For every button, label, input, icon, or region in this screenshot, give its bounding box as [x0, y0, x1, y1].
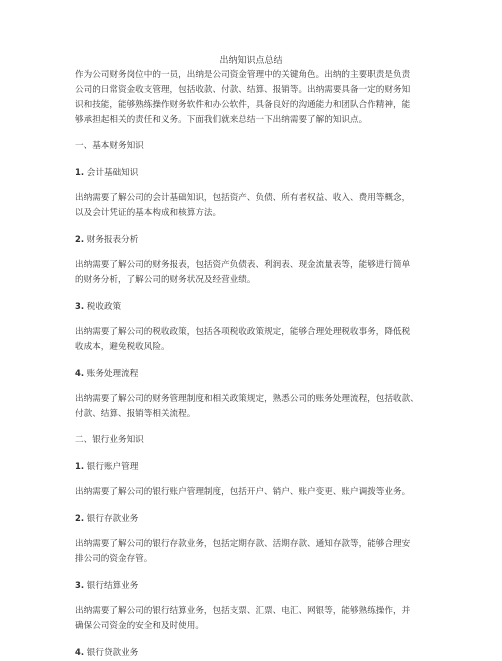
paragraph-line: 的财务分析，了解公司的财务状况及经营业绩。 — [75, 275, 256, 285]
subsection-paragraph — [75, 258, 435, 288]
intro-paragraph — [75, 68, 435, 128]
subsection-paragraph — [75, 485, 435, 500]
intro-line: 够承担起相关的责任和义务。下面我们就来总结一下出纳需要了解的知识点。 — [75, 115, 368, 125]
subsection-heading — [75, 366, 435, 382]
subsection-paragraph — [75, 537, 435, 567]
paragraph-line: 出纳需要了解公司的会计基础知识，包括资产、负债、所有者权益、收入、费用等概念， — [75, 193, 411, 203]
paragraph-line: 出纳需要了解公司的银行账户管理制度，包括开户、销户、账户变更、账户调拨等业务。 — [75, 487, 411, 497]
subsection-number: 3. — [75, 580, 85, 590]
paragraph-line: 出纳需要了解公司的银行结算业务，包括支票、汇票、电汇、网银等，能够熟练操作，并 — [75, 606, 411, 616]
subsection-title: 银行账户管理 — [86, 462, 139, 472]
subsection-heading — [75, 299, 435, 315]
paragraph-line: 出纳需要了解公司的财务管理制度和相关政策规定，熟悉公司的账务处理流程，包括收款、 — [75, 394, 419, 404]
subsection-paragraph — [75, 604, 435, 634]
subsection-title: 账务处理流程 — [86, 369, 139, 379]
subsection-heading — [75, 232, 435, 248]
intro-line: 识和技能，能够熟练操作财务软件和办公软件，具备良好的沟通能力和团队合作精神，能 — [75, 100, 411, 110]
section-heading: 一、基本财务知识 — [75, 141, 144, 151]
subsection-number: 2. — [75, 513, 85, 523]
subsection-heading — [75, 165, 435, 181]
subsection-title: 银行贷款业务 — [86, 648, 139, 658]
document-title: 出纳知识点总结 — [219, 56, 283, 66]
subsection-heading — [75, 578, 435, 594]
subsection-number: 4. — [75, 647, 85, 657]
subsection-title: 银行结算业务 — [86, 581, 139, 591]
paragraph-line: 付款、结算、报销等相关流程。 — [75, 409, 196, 419]
subsection-number: 2. — [75, 234, 85, 244]
paragraph-line: 出纳需要了解公司的银行存款业务，包括定期存款、活期存款、通知存款等，能够合理安 — [75, 539, 411, 549]
subsection-title: 会计基础知识 — [86, 168, 139, 178]
subsection-number: 1. — [75, 461, 85, 471]
paragraph-line: 确保公司资金的安全和及时使用。 — [75, 621, 204, 631]
subsection-number: 3. — [75, 301, 85, 311]
paragraph-line: 出纳需要了解公司的财务报表，包括资产负债表、利润表、现金流量表等，能够进行简单 — [75, 260, 411, 270]
intro-line: 作为公司财务岗位中的一员，出纳是公司资金管理中的关键角色。出纳的主要职责是负责 — [75, 70, 411, 80]
subsection-paragraph — [75, 191, 435, 221]
paragraph-line: 出纳需要了解公司的税收政策，包括各项税收政策规定，能够合理处理税收事务，降低税 — [75, 327, 411, 337]
paragraph-line: 排公司的资金存管。 — [75, 554, 153, 564]
subsection-paragraph — [75, 392, 435, 422]
subsection-number: 4. — [75, 368, 85, 378]
subsection-number: 1. — [75, 167, 85, 177]
paragraph-line: 以及会计凭证的基本构成和核算方法。 — [75, 208, 222, 218]
subsection-title: 银行存款业务 — [86, 514, 139, 524]
subsection-heading — [75, 511, 435, 527]
subsection-heading — [75, 459, 435, 475]
section-heading: 二、银行业务知识 — [75, 435, 144, 445]
subsection-title: 财务报表分析 — [86, 235, 139, 245]
subsection-title: 税收政策 — [86, 302, 122, 312]
intro-line: 公司的日常资金收支管理，包括收款、付款、结算、报销等。出纳需要具备一定的财务知 — [75, 85, 411, 95]
subsection-paragraph — [75, 325, 435, 355]
paragraph-line: 收成本，避免税收风险。 — [75, 342, 170, 352]
document-body — [75, 68, 435, 661]
subsection-heading — [75, 645, 435, 661]
